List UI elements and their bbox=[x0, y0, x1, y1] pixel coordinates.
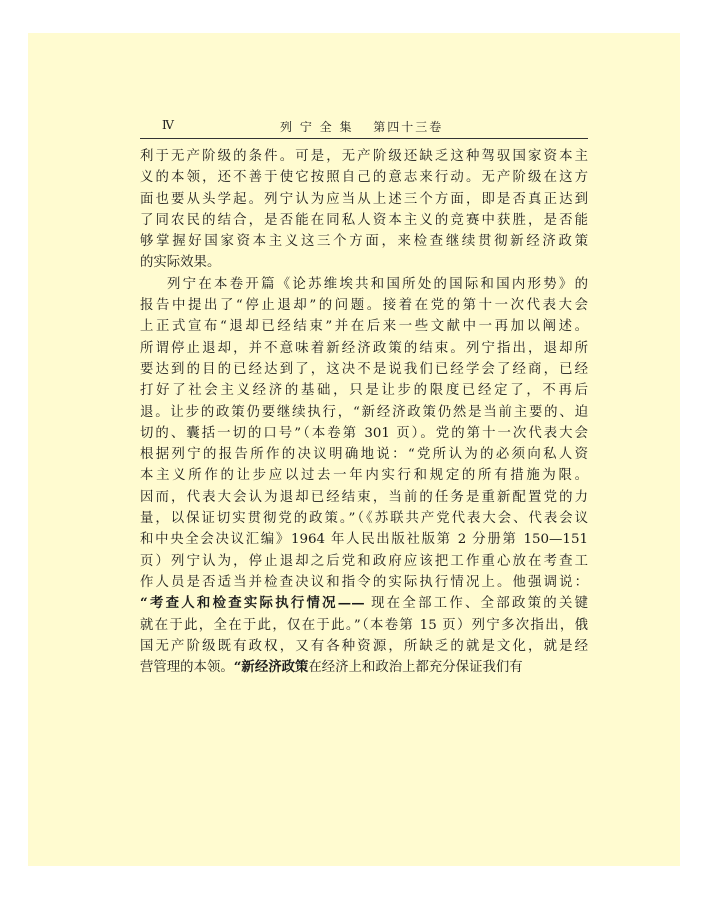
text-line bbox=[140, 444, 588, 465]
text-line bbox=[140, 551, 588, 572]
page-number: Ⅳ bbox=[162, 118, 174, 132]
text-run: 在经济上和政治上都充分保证我们有 bbox=[308, 660, 523, 676]
text-run: 够掌握好国家资本主义这三个方面，来检查继续贯彻新经济政策 bbox=[140, 234, 588, 250]
text-line bbox=[140, 274, 588, 295]
text-line bbox=[140, 338, 588, 359]
text-line bbox=[140, 423, 588, 444]
text-line bbox=[140, 465, 588, 486]
text-run: 量，以保证切实贯彻党的政策。”（《苏联共产党代表大会、代表会议 bbox=[140, 511, 588, 527]
text-line bbox=[140, 167, 588, 188]
text-run: 列宁在本卷开篇《论苏维埃共和国所处的国际和国内形势》的 bbox=[167, 276, 588, 292]
text-line bbox=[140, 508, 588, 529]
text-line bbox=[140, 146, 588, 167]
text-run: 国无产阶级既有政权，又有各种资源，所缺乏的就是文化，就是经 bbox=[140, 638, 588, 654]
text-run: 因而，代表大会认为退却已经结束，当前的任务是重新配置党的力 bbox=[140, 489, 588, 505]
text-run: 报告中提出了“停止退却”的问题。接着在党的第十一次代表大会 bbox=[140, 298, 588, 314]
text-line bbox=[140, 316, 588, 337]
text-run: 了同农民的结合，是否能在同私人资本主义的竞赛中获胜，是否能 bbox=[140, 212, 588, 228]
text-run: 退。让步的政策仍要继续执行，“新经济政策仍然是当前主要的、迫 bbox=[140, 404, 588, 420]
text-run: 切的、囊括一切的口号”（本卷第 301 页）。党的第十一次代表大会 bbox=[140, 425, 588, 441]
text-run: 要达到的目的已经达到了，这决不是说我们已经学会了经商，已经 bbox=[140, 361, 588, 377]
text-run: 面也要从头学起。列宁认为应当从上述三个方面，即是否真正达到 bbox=[140, 191, 588, 207]
text-line bbox=[140, 615, 588, 636]
text-run: 义的本领，还不善于使它按照自己的意志来行动。无产阶级在这方 bbox=[140, 170, 588, 186]
text-run: 现在全部工作、全部政策的关键 bbox=[364, 596, 588, 612]
text-line bbox=[140, 252, 588, 273]
text-line bbox=[140, 572, 588, 593]
text-line bbox=[140, 189, 588, 210]
running-header bbox=[140, 116, 588, 139]
text-line bbox=[140, 529, 588, 550]
text-run: 就在于此，全在于此，仅在于此。”（本卷第 15 页）列宁多次指出，俄 bbox=[140, 617, 588, 633]
bold-text-run: “新经济政策 bbox=[233, 659, 309, 676]
text-run: 作人员是否适当并检查决议和指令的实际执行情况上。他强调说： bbox=[140, 574, 588, 590]
text-line bbox=[140, 657, 588, 678]
running-title: 列 宁 全 集 第四十三卷 bbox=[280, 120, 444, 134]
text-run: 页）列宁认为，停止退却之后党和政府应该把工作重心放在考查工 bbox=[140, 553, 588, 569]
text-line bbox=[140, 487, 588, 508]
text-line bbox=[140, 231, 588, 252]
text-run: 和中央全会决议汇编》1964 年人民出版社版第 2 分册第 150—151 bbox=[140, 532, 588, 548]
text-run: 根据列宁的报告所作的决议明确地说：“党所认为的必须向私人资 bbox=[140, 447, 588, 463]
text-line bbox=[140, 593, 588, 614]
text-run: 上正式宣布“退却已经结束”并在后来一些文献中一再加以阐述。 bbox=[140, 319, 588, 335]
text-line bbox=[140, 210, 588, 231]
text-line bbox=[140, 636, 588, 657]
bold-text-run: “考查人和检查实际执行情况—— bbox=[140, 595, 365, 612]
text-run: 本主义所作的让步应以过去一年内实行和规定的所有措施为限。 bbox=[140, 468, 588, 484]
text-run: 打好了社会主义经济的基础，只是让步的限度已经定了，不再后 bbox=[140, 383, 588, 399]
body-text bbox=[140, 146, 588, 678]
text-line bbox=[140, 380, 588, 401]
text-run: 利于无产阶级的条件。可是，无产阶级还缺乏这种驾驭国家资本主 bbox=[140, 149, 588, 164]
text-line bbox=[140, 402, 588, 423]
text-run: 营管理的本领。 bbox=[140, 660, 234, 676]
text-run: 所谓停止退却，并不意味着新经济政策的结束。列宁指出，退却所 bbox=[140, 340, 588, 356]
text-line bbox=[140, 359, 588, 380]
text-run: 的实际效果。 bbox=[140, 255, 221, 271]
text-line bbox=[140, 295, 588, 316]
